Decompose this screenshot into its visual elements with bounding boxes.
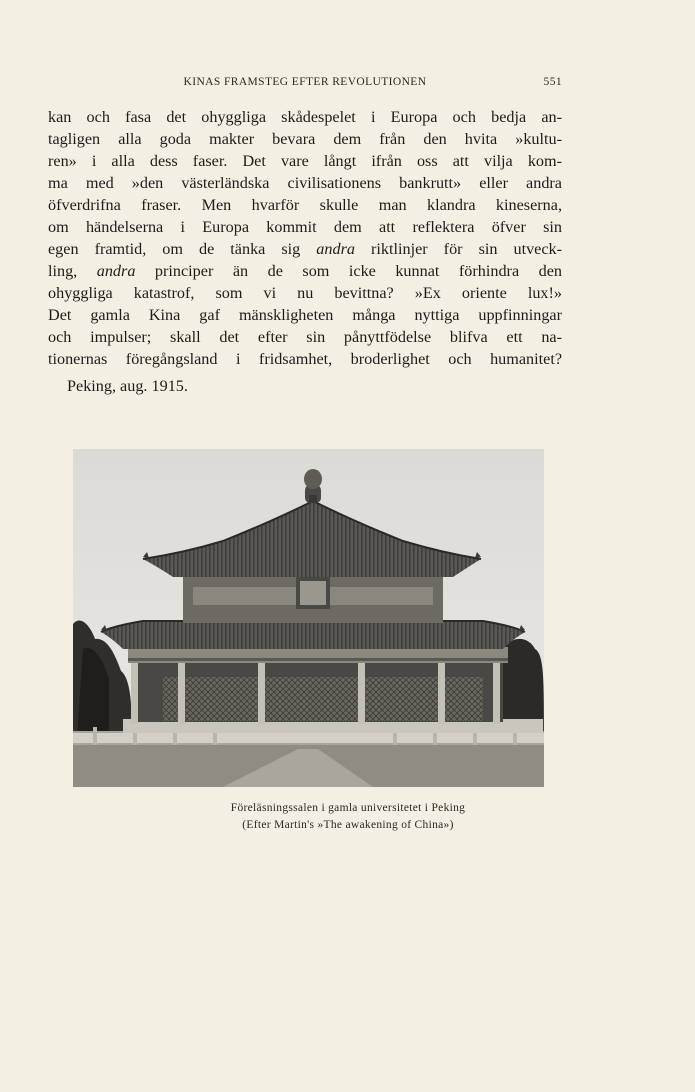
text-line: Det gamla Kina gaf mänskligheten många nyttiga uppfinningar (48, 306, 562, 324)
body-paragraph (48, 106, 562, 370)
text-line: tagligen alla goda makter bevara dem från den hvita »kultu- (48, 130, 562, 148)
text-line: och impulser; skall det efter sin pånyttfödelse blifva ett na- (48, 328, 562, 346)
text-line: ohyggliga katastrof, som vi nu bevittna? »Ex oriente lux!» (48, 284, 562, 302)
running-title: KINAS FRAMSTEG EFTER REVOLUTIONEN (183, 76, 427, 88)
pavilion-photograph (73, 449, 544, 787)
text-line (48, 238, 562, 260)
text-line: öfverdrifna fraser. Men hvarför skulle man klandra kineserna, (48, 196, 562, 214)
text-line: om händelserna i Europa kommit dem att reflektera öfver sin (48, 218, 562, 236)
text-segment: ling, (48, 262, 78, 280)
page-header (48, 76, 562, 92)
italic-word: andra (96, 262, 136, 280)
pavilion-illustration (73, 449, 544, 787)
caption-title: Föreläsningssalen i gamla universitetet i Peking (230, 802, 466, 814)
text-segment: riktlinjer för sin utveck- (371, 240, 563, 258)
italic-word: andra (316, 240, 355, 258)
text-line: kan och fasa det ohyggliga skådespelet i Europa och bedja an- (48, 108, 562, 126)
page-number: 551 (543, 76, 562, 88)
text-segment: principer än de som icke kunnat förhindra den (154, 262, 562, 280)
text-line: ma med »den västerländska civilisationens bankrutt» eller andra (48, 174, 562, 192)
signoff-place-date: Peking, aug. 1915. (67, 377, 188, 395)
caption-source: (Efter Martin's »The awakening of China») (242, 819, 454, 831)
text-line: ren» i alla dess faser. Det vare långt ifrån oss att vilja kom- (48, 152, 562, 170)
figure-caption (48, 800, 648, 834)
text-line: tionernas föregångsland i fridsamhet, broderlighet och humanitet? (48, 350, 562, 368)
text-line (48, 260, 562, 282)
text-segment: egen framtid, om de tänka sig (48, 240, 301, 258)
